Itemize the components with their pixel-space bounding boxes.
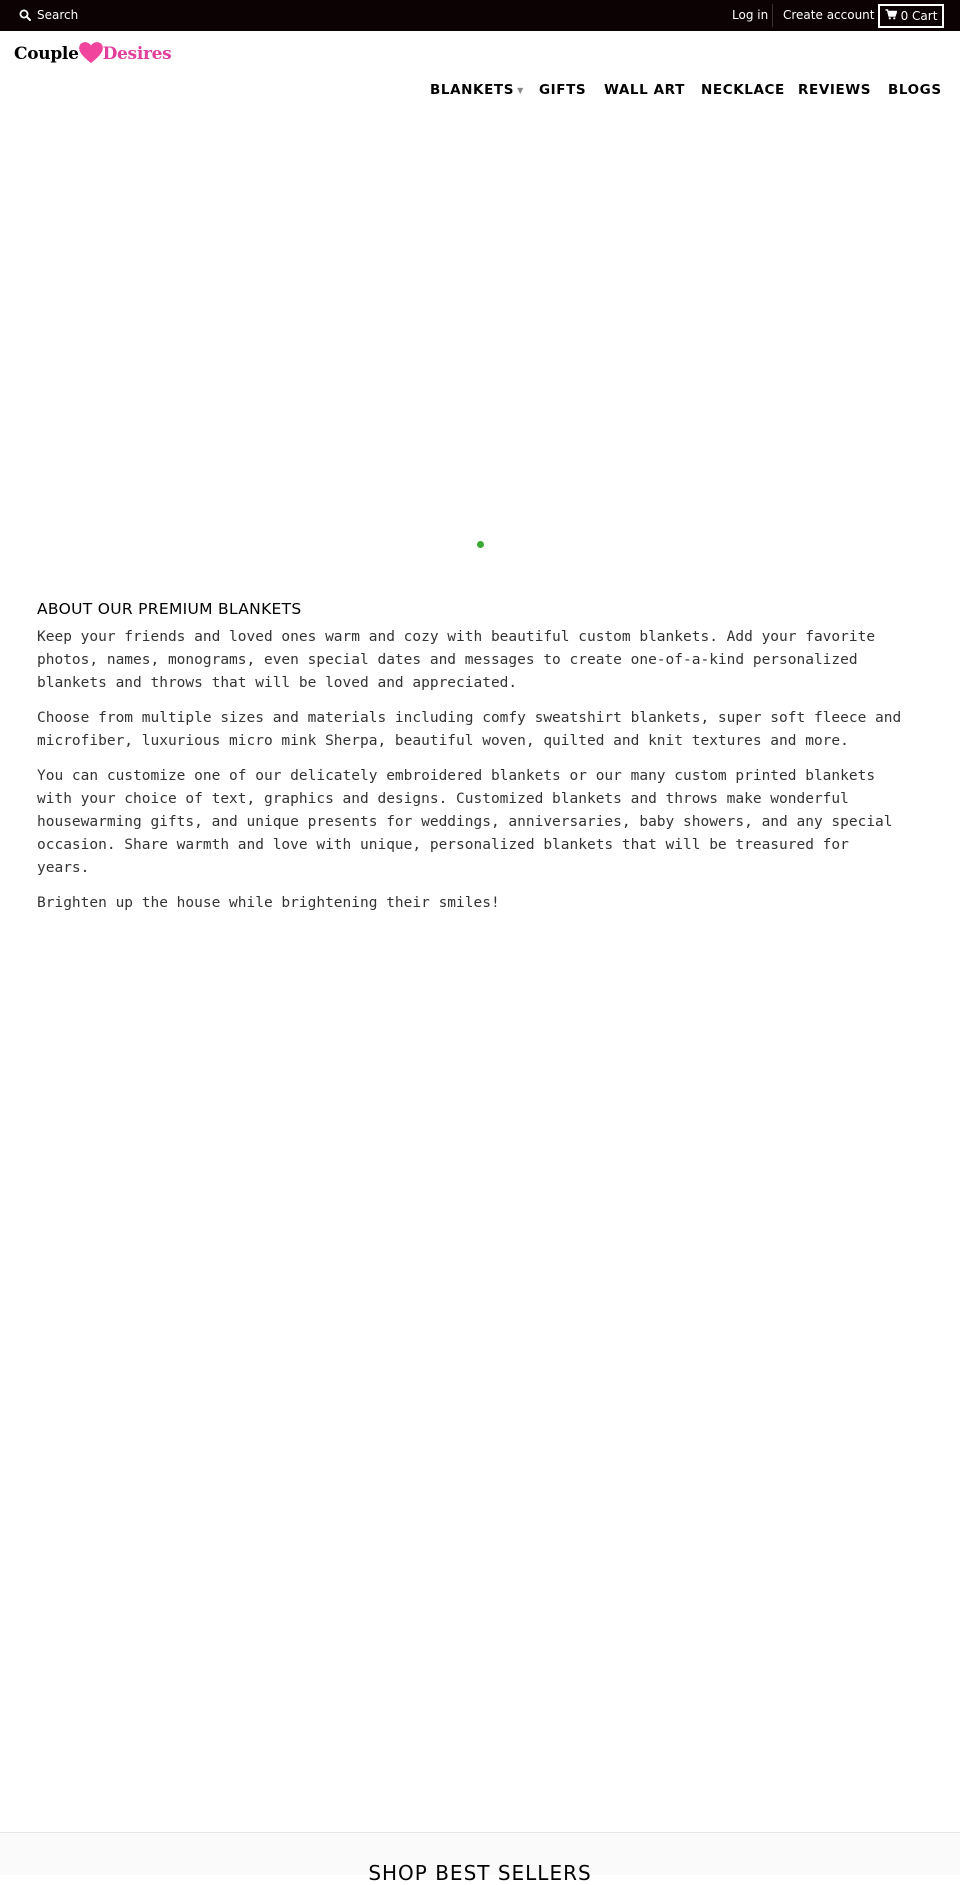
nav-item-label: BLOGS [888, 82, 942, 98]
nav-item-reviews[interactable] [798, 82, 871, 98]
about-paragraph: Choose from multiple sizes and materials including comfy sweatshirt blankets, super soft fleece and microfiber, luxurious micro mink Sherpa, beautiful woven, quilted and knit textures and more. [37, 710, 902, 749]
main-nav [0, 82, 960, 102]
cart-button[interactable] [878, 4, 944, 28]
logo-text-left: Couple [14, 44, 79, 64]
nav-item-label: BLANKETS [430, 82, 515, 98]
logo-text-right: Desires [102, 44, 172, 64]
site-logo[interactable] [14, 40, 171, 68]
about-section [37, 600, 907, 927]
heart-icon [79, 40, 103, 68]
topbar-divider [772, 4, 773, 27]
about-heading: ABOUT OUR PREMIUM BLANKETS [37, 600, 302, 618]
nav-item-blankets[interactable] [430, 82, 524, 98]
about-paragraph: You can customize one of our delicately embroidered blankets or our many custom printed blankets with your choice of text, graphics and designs. Customized blankets and throws make wonderful housewarming gifts, and unique presents for weddings, anniversaries, baby showers, and any special occasion. Share warmth and love with unique, personalized blankets that will be treasured for years. [37, 768, 893, 876]
about-paragraph: Brighten up the house while brightening their smiles! [37, 895, 500, 911]
login-link[interactable]: Log in [732, 8, 769, 22]
top-bar [0, 0, 960, 31]
create-account-link[interactable]: Create account [783, 8, 875, 22]
nav-item-label: REVIEWS [798, 82, 872, 98]
cart-icon [885, 9, 897, 23]
hero-slider [0, 115, 960, 560]
search-link[interactable] [19, 8, 78, 22]
chevron-down-icon: ▼ [517, 85, 524, 95]
search-icon [19, 9, 31, 21]
nav-item-label: GIFTS [539, 82, 587, 98]
nav-item-necklace[interactable] [701, 82, 785, 98]
search-label: Search [37, 8, 79, 22]
nav-item-blogs[interactable] [888, 82, 942, 98]
nav-item-wall-art[interactable] [604, 82, 685, 98]
about-paragraph: Keep your friends and loved ones warm and cozy with beautiful custom blankets. Add your favorite photos, names, monograms, even special dates and messages to create one-of-a-kind personalized blankets and throws that will be loved and appreciated. [37, 629, 876, 691]
cart-label: 0 Cart [900, 9, 938, 23]
nav-item-gifts[interactable] [539, 82, 586, 98]
slider-dot-active[interactable] [477, 541, 484, 548]
nav-item-label: NECKLACE [701, 82, 785, 98]
bestsellers-heading: SHOP BEST SELLERS [368, 1861, 592, 1885]
nav-item-label: WALL ART [604, 82, 685, 98]
